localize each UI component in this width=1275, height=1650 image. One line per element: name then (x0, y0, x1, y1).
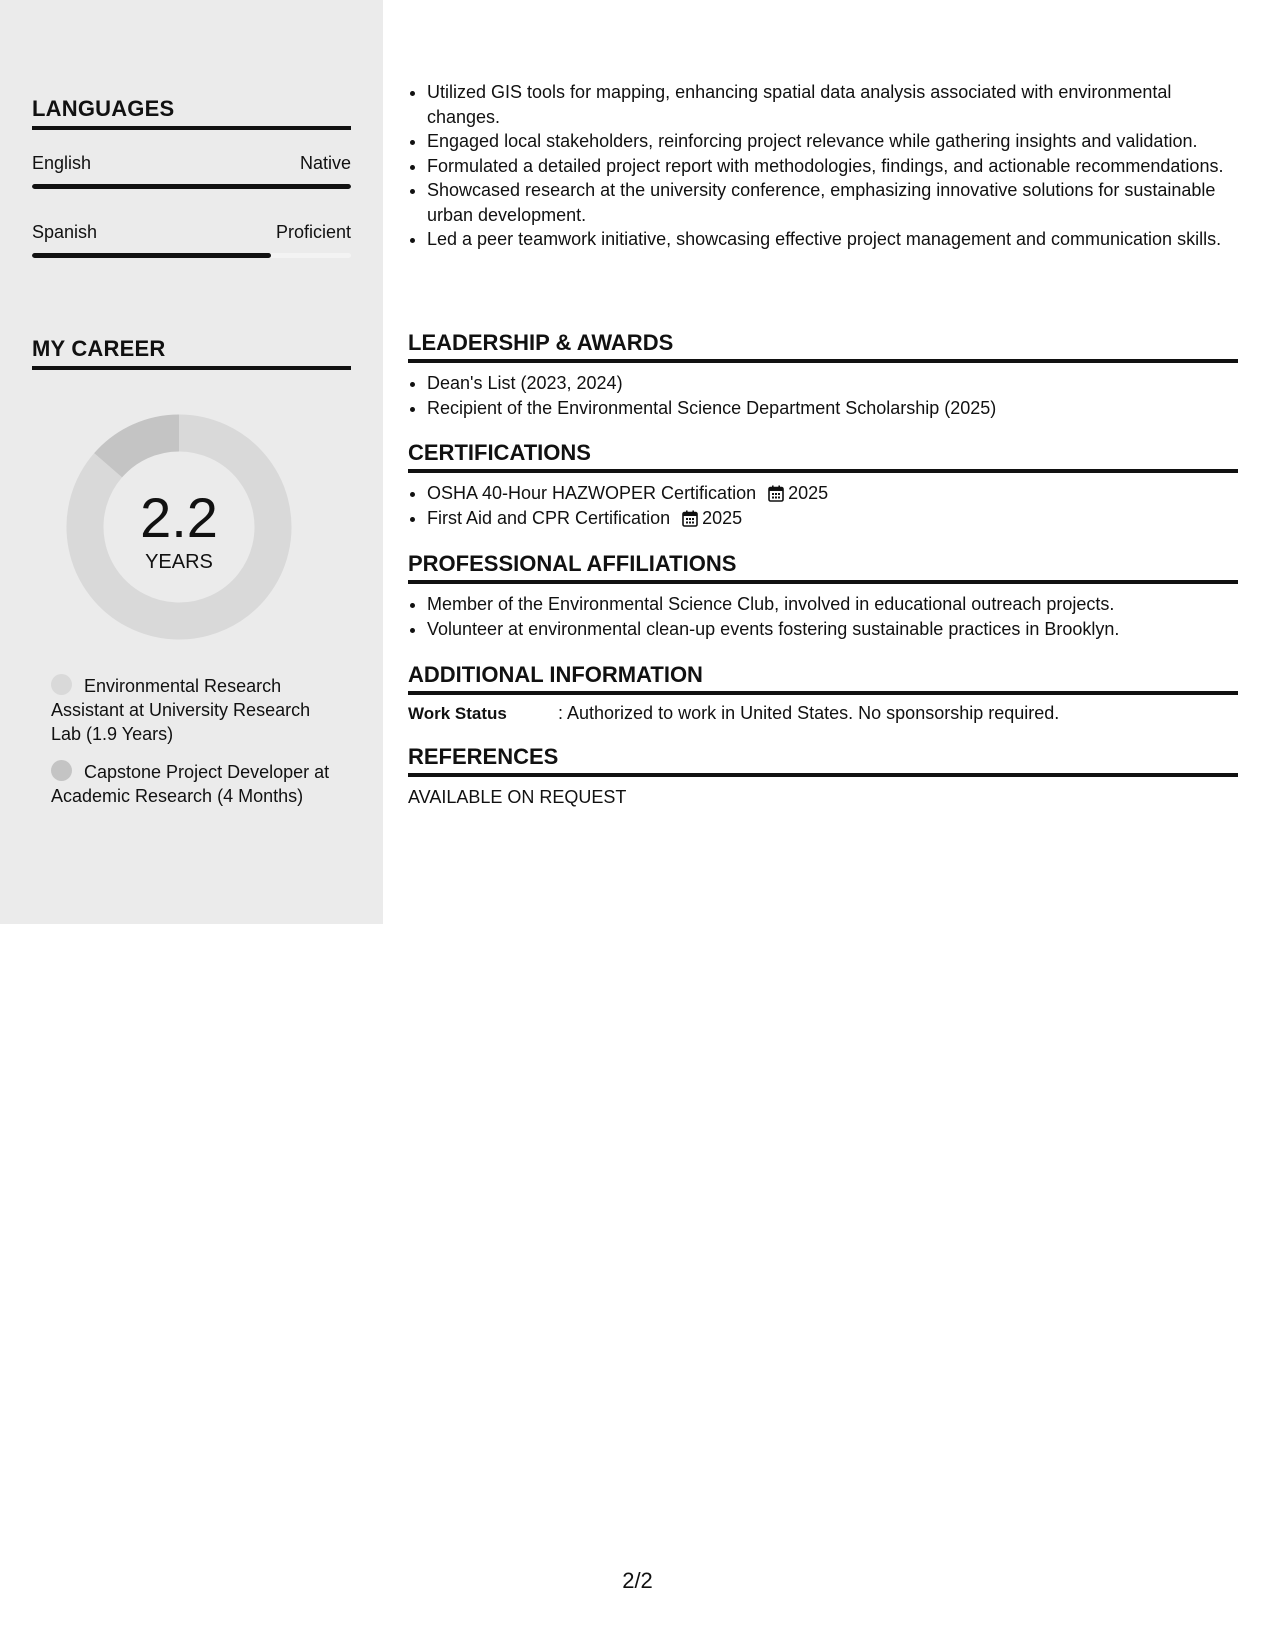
calendar-icon (768, 485, 784, 502)
experience-bullet-list (408, 80, 1238, 252)
certification-year: 2025 (788, 483, 829, 503)
leadership-heading: LEADERSHIP & AWARDS (408, 330, 1238, 363)
career-legend-dot (51, 674, 72, 695)
career-item-label: Capstone Project Developer at Academic Research (4 Months) (51, 762, 330, 806)
affiliations-list (408, 592, 1238, 641)
language-row-spanish (32, 221, 351, 243)
list-item: • Recipient of the Environmental Science Department Scholarship (2025) (427, 396, 1238, 421)
work-status-label: Work Status (408, 704, 507, 723)
list-item: • Led a peer teamwork initiative, showcasing effective project management and communication skills. (427, 227, 1238, 252)
career-item (51, 674, 331, 746)
references-section (408, 744, 1238, 809)
additional-info-heading: ADDITIONAL INFORMATION (408, 662, 1238, 695)
list-item: • Utilized GIS tools for mapping, enhancing spatial data analysis associated with environmental changes. (427, 80, 1238, 129)
certifications-heading: CERTIFICATIONS (408, 440, 1238, 473)
sidebar (0, 0, 383, 924)
page-number: 2/2 (622, 1568, 653, 1593)
references-heading: REFERENCES (408, 744, 1238, 777)
list-item (427, 506, 1238, 531)
career-item (51, 760, 331, 808)
list-item: • Member of the Environmental Science Club, involved in educational outreach projects. (427, 592, 1238, 617)
leadership-list (408, 371, 1238, 420)
career-donut-chart (66, 414, 292, 640)
affiliations-heading: PROFESSIONAL AFFILIATIONS (408, 551, 1238, 584)
donut-segment-2 (108, 433, 179, 465)
experience-bullets-section (408, 80, 1238, 252)
language-name: English (32, 153, 92, 173)
certifications-list (408, 481, 1238, 530)
work-status-value: : Authorized to work in United States. No sponsorship required. (558, 703, 1060, 723)
certification-year: 2025 (702, 507, 743, 528)
list-item: • Showcased research at the university conference, emphasizing innovative solutions for sustainable urban development. (427, 178, 1238, 227)
additional-info-section (408, 662, 1238, 724)
career-total-unit: YEARS (145, 551, 213, 573)
language-name: Spanish (32, 222, 98, 242)
career-legend-dot (51, 760, 72, 781)
language-bar-english (32, 184, 351, 189)
certification-name: First Aid and CPR Certification (427, 507, 671, 528)
references-text: AVAILABLE ON REQUEST (408, 787, 627, 807)
career-total-value: 2.2 (140, 486, 218, 549)
languages-heading: LANGUAGES (32, 96, 351, 130)
career-item-label: Environmental Research Assistant at University Research Lab (1.9 Years) (51, 676, 311, 744)
language-level: Native (299, 153, 351, 173)
certifications-section (408, 440, 1238, 530)
list-item: • Volunteer at environmental clean-up events fostering sustainable practices in Brooklyn. (427, 617, 1238, 642)
list-item: • Dean's List (2023, 2024) (427, 371, 1238, 396)
affiliations-section (408, 551, 1238, 641)
language-row-english (32, 152, 351, 174)
language-bar-fill (32, 184, 351, 189)
list-item: • Engaged local stakeholders, reinforcing project relevance while gathering insights and validation. (427, 129, 1238, 154)
work-status-row (408, 703, 1238, 724)
career-heading: MY CAREER (32, 336, 351, 370)
leadership-section (408, 330, 1238, 420)
certification-name: OSHA 40-Hour HAZWOPER Certification (427, 483, 757, 503)
list-item: • Formulated a detailed project report with methodologies, findings, and actionable recommendations. (427, 154, 1238, 179)
language-bar-fill (32, 253, 271, 258)
language-level: Proficient (275, 222, 351, 242)
calendar-icon (682, 510, 698, 527)
language-bar-spanish (32, 253, 351, 258)
list-item (427, 481, 1238, 506)
